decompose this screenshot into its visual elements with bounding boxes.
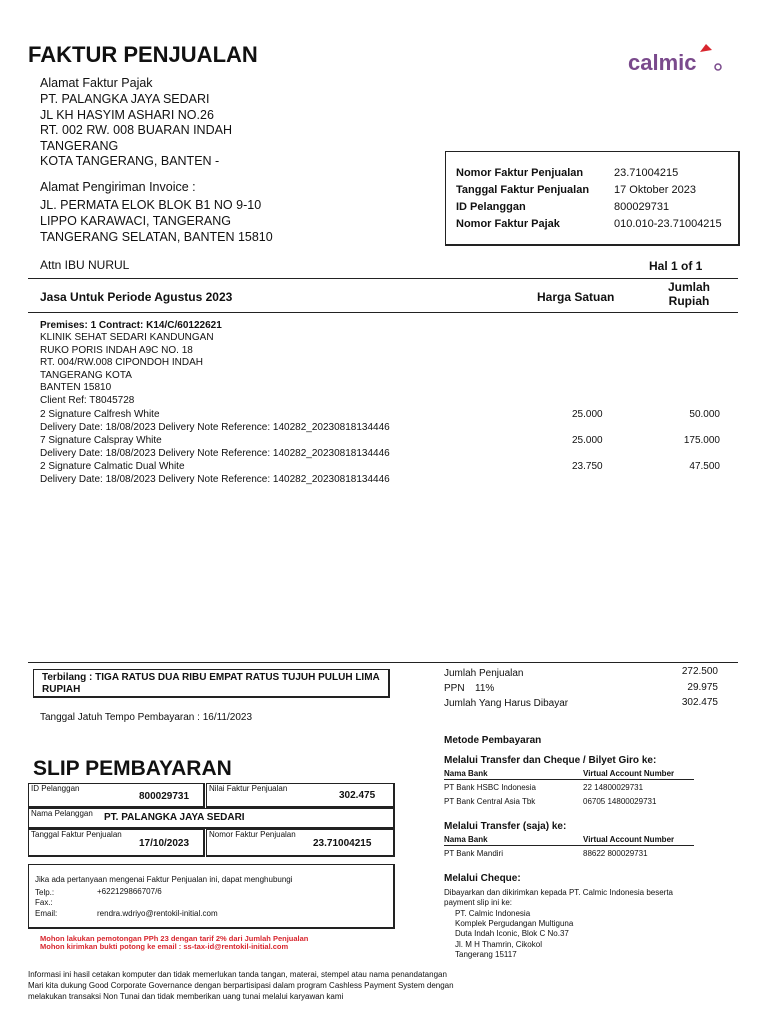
billing-line: KOTA TANGERANG, BANTEN - — [40, 154, 220, 168]
tax-invoice-label: Nomor Faktur Pajak — [456, 218, 560, 230]
footer-disclaimer — [28, 969, 454, 1002]
va-column-header: Virtual Account Number — [583, 769, 675, 778]
cheque-address — [455, 909, 573, 960]
slip-customer-id-box — [28, 783, 205, 808]
payment-methods-title: Metode Pembayaran — [444, 735, 542, 746]
va-column-header: Virtual Account Number — [583, 835, 675, 844]
transfer-cheque-title: Melalui Transfer dan Cheque / Bilyet Giro ke: — [444, 755, 657, 766]
customer-id-label: ID Pelanggan — [456, 201, 526, 213]
slip-amount-label: Nilai Faktur Penjualan — [209, 784, 288, 793]
page-number: Hal 1 of 1 — [649, 259, 703, 273]
customer-id-value: 800029731 — [614, 201, 670, 213]
item-delivery: Delivery Date: 18/08/2023 Delivery Note Reference: 140282_20230818134446 — [40, 448, 390, 459]
amount-header — [660, 280, 718, 308]
billing-line: JL KH HASYIM ASHARI NO.26 — [40, 107, 214, 122]
bank-name: PT Bank Central Asia Tbk — [444, 797, 536, 806]
slip-amount-value: 302.475 — [339, 790, 376, 801]
shipping-line: TANGERANG SELATAN, BANTEN 15810 — [40, 230, 273, 244]
cheque-instruction-line: payment slip ini ke: — [444, 898, 513, 907]
contact-intro: Jika ada pertanyaan mengenai Faktur Penjualan ini, dapat menghubungi — [35, 875, 293, 884]
email-label: Email: — [35, 909, 58, 918]
payment-slip-title: SLIP PEMBAYARAN — [33, 757, 232, 780]
premises-line: Client Ref: T8045728 — [40, 394, 135, 406]
due-date: Tanggal Jatuh Tempo Pembayaran : 16/11/2023 — [40, 712, 253, 723]
item-price: 23.750 — [572, 461, 603, 472]
divider — [28, 662, 738, 663]
footer-line: Informasi ini hasil cetakan komputer dan tidak memerlukan tanda tangan, materai, stempel atau nama penandatangan — [28, 970, 447, 979]
ppn-rate: 11% — [475, 683, 495, 694]
amount-header-line: Jumlah — [667, 280, 710, 294]
premises-line: KLINIK SEHAT SEDARI KANDUNGAN — [40, 332, 214, 343]
table-row — [40, 408, 720, 421]
line-items — [40, 408, 720, 486]
slip-invoice-date-label: Tanggal Faktur Penjualan — [31, 830, 122, 839]
virtual-account-number: 88622 800029731 — [583, 849, 648, 858]
phone-value: +622129866707/6 — [97, 887, 162, 896]
subtotal-value: 272.500 — [681, 666, 718, 677]
billing-address-label: Alamat Faktur Pajak — [40, 76, 153, 90]
bank-column-header: Nama Bank — [444, 835, 488, 844]
divider — [444, 779, 694, 780]
bank-name: PT Bank HSBC Indonesia — [444, 783, 536, 792]
item-delivery: Delivery Date: 18/08/2023 Delivery Note Reference: 140282_20230818134446 — [40, 422, 390, 433]
tax-note-line: Mohon kirimkan bukti potong ke email : ss-tax-id@rentokil-initial.com — [40, 942, 289, 951]
amount-in-words: Terbilang : TIGA RATUS DUA RIBU EMPAT RATUS TUJUH PULUH LIMA RUPIAH — [33, 669, 390, 698]
item-delivery: Delivery Date: 18/08/2023 Delivery Note Reference: 140282_20230818134446 — [40, 474, 390, 485]
shipping-line: LIPPO KARAWACI, TANGERANG — [40, 214, 232, 228]
premises-line: BANTEN 15810 — [40, 382, 112, 394]
invoice-number-value: 23.71004215 — [614, 167, 679, 179]
footer-line: Mari kita dukung Good Corporate Governance dengan berpartisipasi dalam program Cashless Payment System dengan — [28, 981, 454, 990]
tax-invoice-value: 010.010-23.71004215 — [614, 218, 722, 230]
item-amount: 175.000 — [683, 435, 720, 446]
cheque-instructions — [444, 888, 673, 908]
unit-price-header: Harga Satuan — [537, 290, 615, 304]
item-price: 25.000 — [572, 435, 603, 446]
svg-text:calmic: calmic — [628, 50, 697, 75]
table-row — [40, 460, 720, 473]
phone-label: Telp.: — [35, 888, 55, 897]
tax-withholding-note — [40, 935, 308, 951]
slip-invoice-date-value: 17/10/2023 — [139, 838, 190, 849]
calmic-logo — [626, 40, 726, 80]
attention: Attn IBU NURUL — [40, 258, 130, 272]
invoice-title: FAKTUR PENJUALAN — [28, 42, 258, 67]
table-row — [40, 434, 720, 447]
slip-invoice-date-box — [28, 829, 205, 857]
billing-line: PT. PALANGKA JAYA SEDARI — [40, 92, 210, 106]
item-amount: 47.500 — [689, 461, 720, 472]
billing-line: TANGERANG — [40, 138, 119, 153]
slip-invoice-number-box — [206, 829, 395, 857]
slip-customer-name-box — [28, 808, 395, 829]
cheque-address-line: Duta Indah Iconic, Blok C No.37 — [455, 929, 569, 939]
cheque-title: Melalui Cheque: — [444, 873, 521, 884]
item-description: 7 Signature Calspray White — [40, 435, 162, 446]
email-value: rendra.wdriyo@rentokil-initial.com — [97, 909, 218, 918]
contact-box — [28, 864, 395, 929]
cheque-address-line: Jl. M H Thamrin, Cikokol — [455, 939, 542, 949]
invoice-info-box — [445, 151, 740, 246]
divider — [28, 278, 738, 279]
shipping-address — [40, 197, 273, 245]
invoice-date-label: Tanggal Faktur Penjualan — [456, 184, 590, 196]
transfer-only-title: Melalui Transfer (saja) ke: — [444, 821, 567, 832]
cheque-instruction-line: Dibayarkan dan dikirimkan kepada PT. Calmic Indonesia beserta — [444, 888, 674, 897]
slip-customer-name-value: PT. PALANGKA JAYA SEDARI — [104, 812, 245, 823]
slip-amount-box — [206, 783, 395, 808]
cheque-address-line: Komplek Pergudangan Multiguna — [455, 919, 574, 929]
bank-column-header: Nama Bank — [444, 769, 488, 778]
item-description: 2 Signature Calfresh White — [40, 409, 160, 420]
slip-invoice-number-label: Nomor Faktur Penjualan — [209, 830, 296, 839]
period-heading: Jasa Untuk Periode Agustus 2023 — [40, 290, 233, 304]
ppn-value: 29.975 — [687, 682, 718, 693]
virtual-account-number: 22 14800029731 — [583, 783, 644, 792]
fax-label: Fax.: — [35, 898, 53, 907]
divider — [28, 312, 738, 313]
invoice-number-label: Nomor Faktur Penjualan — [456, 167, 584, 179]
cheque-address-line: Tangerang 15117 — [455, 949, 517, 959]
premises-heading: Premises: 1 Contract: K14/C/60122621 — [40, 320, 222, 331]
item-description: 2 Signature Calmatic Dual White — [40, 461, 185, 472]
premises-address — [40, 332, 214, 408]
total-value: 302.475 — [681, 697, 718, 708]
shipping-line: JL. PERMATA ELOK BLOK B1 NO 9-10 — [40, 198, 262, 212]
slip-customer-id-value: 800029731 — [139, 791, 190, 802]
billing-address — [40, 92, 232, 170]
bank-name: PT Bank Mandiri — [444, 849, 503, 858]
premises-line: TANGERANG KOTA — [40, 369, 132, 381]
shipping-address-label: Alamat Pengiriman Invoice : — [40, 180, 196, 194]
amount-header-line: Rupiah — [668, 294, 710, 308]
slip-customer-name-label: Nama Pelanggan — [31, 809, 93, 818]
virtual-account-number: 06705 14800029731 — [583, 797, 657, 806]
calmic-logo-icon — [626, 40, 726, 80]
ppn-label: PPN — [444, 683, 465, 694]
slip-invoice-number-value: 23.71004215 — [313, 838, 372, 849]
slip-customer-id-label: ID Pelanggan — [31, 784, 80, 793]
billing-line: RT. 002 RW. 008 BUARAN INDAH — [40, 123, 232, 137]
tax-note-line: Mohon lakukan pemotongan PPh 23 dengan tarif 2% dari Jumlah Penjualan — [40, 934, 309, 943]
invoice-date-value: 17 Oktober 2023 — [614, 184, 696, 196]
item-amount: 50.000 — [689, 409, 720, 420]
cheque-address-line: PT. Calmic Indonesia — [455, 909, 531, 918]
item-price: 25.000 — [572, 409, 603, 420]
divider — [444, 845, 694, 846]
total-label: Jumlah Yang Harus Dibayar — [444, 698, 569, 709]
footer-line: melakukan transaksi Non Tunai dan tidak memberikan uang tunai melalui karyawan kami — [28, 992, 344, 1001]
premises-line: RUKO PORIS INDAH A9C NO. 18 — [40, 344, 193, 356]
subtotal-label: Jumlah Penjualan — [444, 668, 524, 679]
premises-line: RT. 004/RW.008 CIPONDOH INDAH — [40, 357, 204, 369]
